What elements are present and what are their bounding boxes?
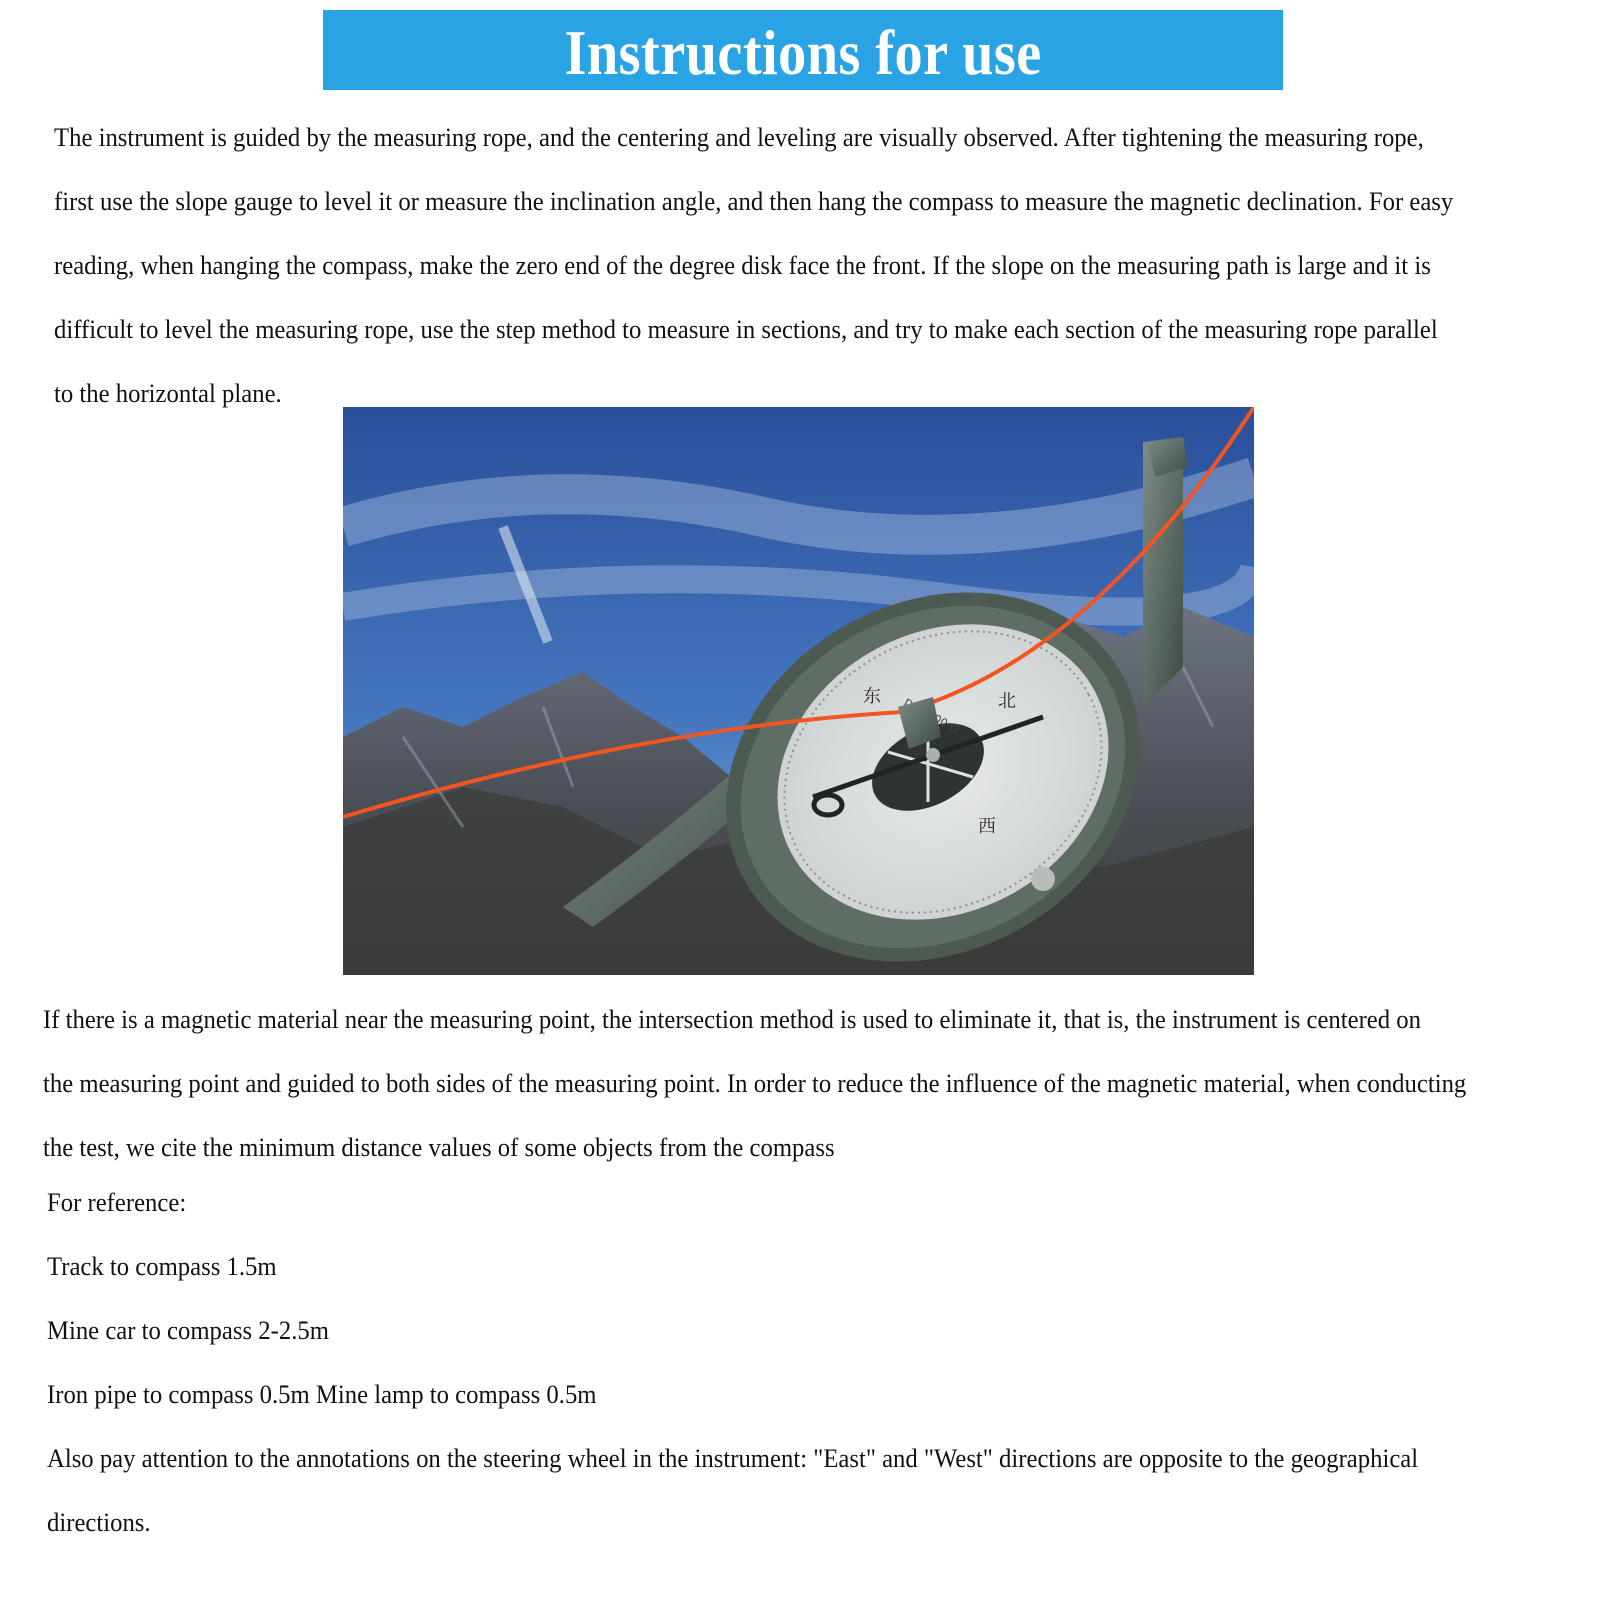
intro-line: to the horizontal plane. xyxy=(54,379,282,408)
dial-label-north: 北 xyxy=(998,691,1016,712)
reference-note-line: directions. xyxy=(47,1508,151,1537)
magnetic-paragraph xyxy=(43,988,1573,1180)
reference-heading: For reference: xyxy=(47,1188,187,1217)
intro-paragraph xyxy=(54,106,1574,426)
dial-label-west: 西 xyxy=(978,816,996,837)
reference-list xyxy=(47,1190,1418,1574)
compass-photo xyxy=(343,407,1254,975)
page-title: Instructions for use xyxy=(564,17,1042,88)
intro-line: difficult to level the measuring rope, use the step method to measure in sections, and try to make each section of the measuring rope parallel xyxy=(54,315,1438,344)
intro-line: The instrument is guided by the measuring rope, and the centering and leveling are visually observed. After tightening the measuring rope, xyxy=(54,123,1424,152)
magnetic-line: If there is a magnetic material near the measuring point, the intersection method is used to eliminate it, that is, the instrument is centered on xyxy=(43,1005,1421,1034)
dial-label-east: 东 xyxy=(863,686,881,707)
reference-note-line: Also pay attention to the annotations on the steering wheel in the instrument: "East" and "West" directions are opposite to the geographical xyxy=(47,1444,1419,1473)
title-banner xyxy=(323,10,1283,90)
reference-item: Iron pipe to compass 0.5m Mine lamp to compass 0.5m xyxy=(47,1380,597,1409)
reference-item: Mine car to compass 2-2.5m xyxy=(47,1316,329,1345)
intro-line: reading, when hanging the compass, make the zero end of the degree disk face the front. If the slope on the measuring path is large and it is xyxy=(54,251,1431,280)
magnetic-line: the measuring point and guided to both sides of the measuring point. In order to reduce the influence of the magnetic material, when conducting xyxy=(43,1069,1467,1098)
reference-item: Track to compass 1.5m xyxy=(47,1252,277,1281)
dial-model-text: 100-G xyxy=(925,708,962,737)
intro-line: first use the slope gauge to level it or measure the inclination angle, and then hang the compass to measure the magnetic declination. For easy xyxy=(54,187,1454,216)
magnetic-line: the test, we cite the minimum distance values of some objects from the compass xyxy=(43,1133,835,1162)
